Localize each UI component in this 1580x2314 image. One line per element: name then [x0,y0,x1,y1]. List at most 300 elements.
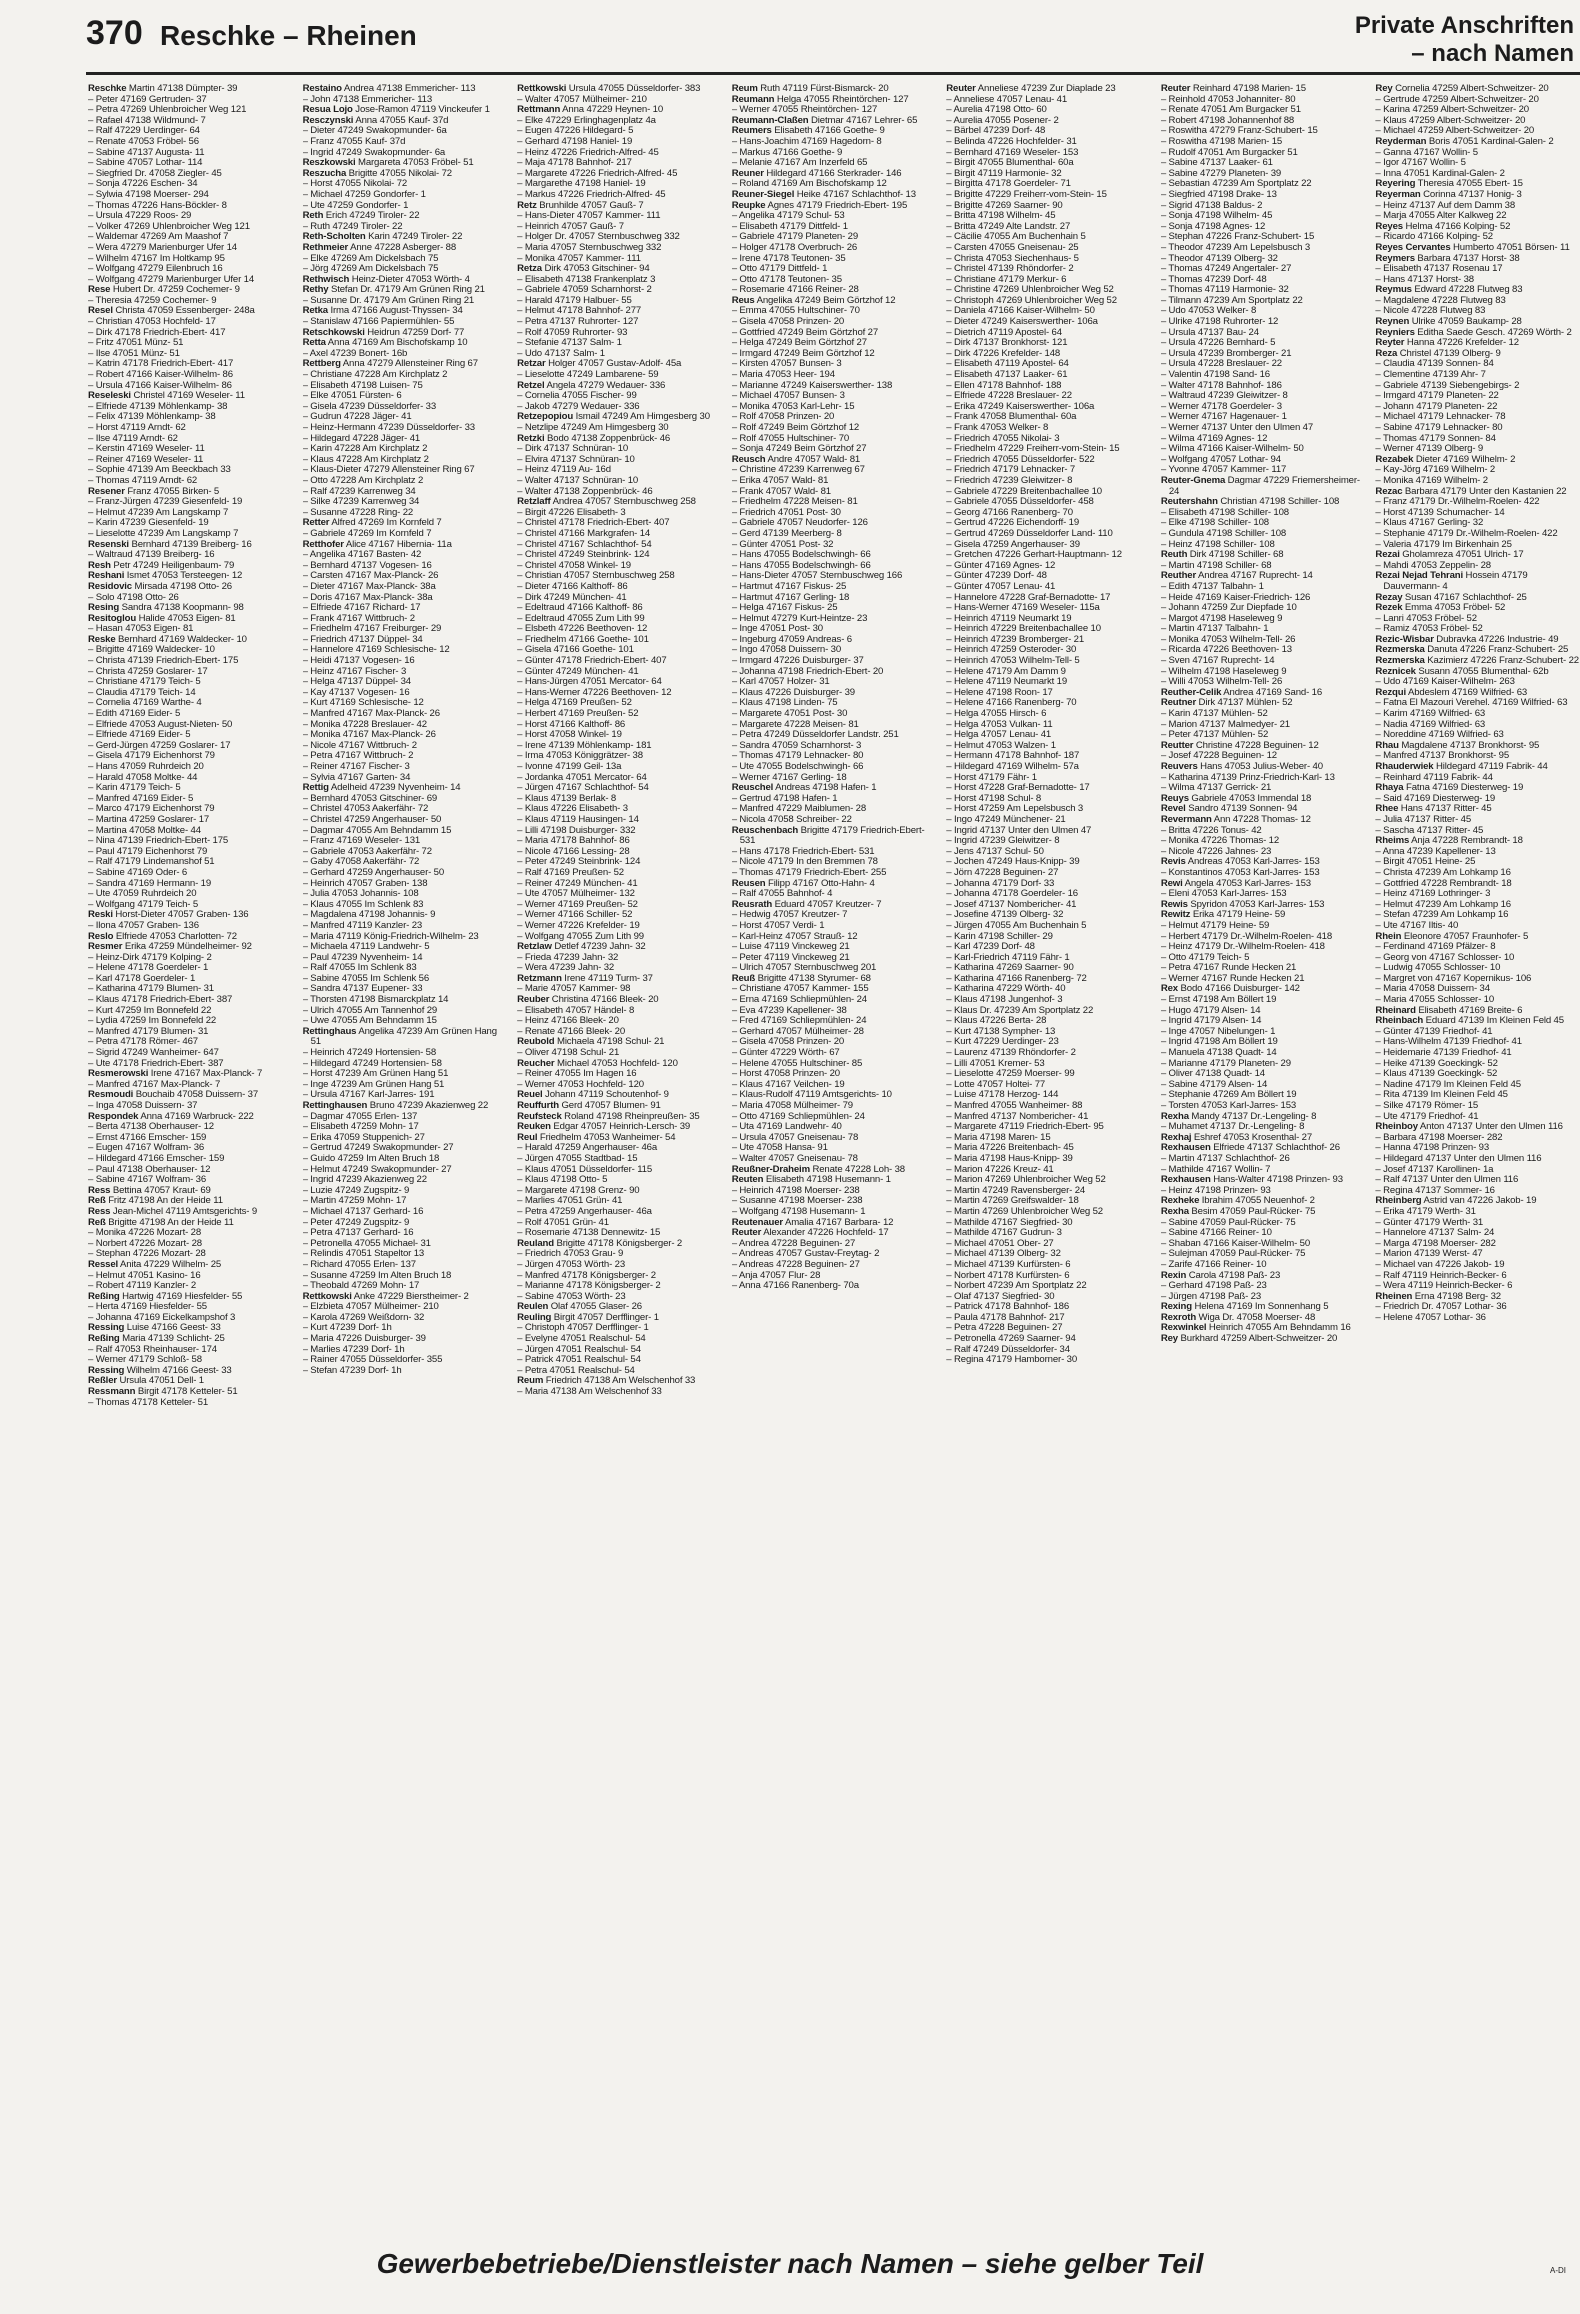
entry-details: – Rita 47139 Im Kleinen Feld 45 [1375,1089,1508,1101]
entry-surname: Reszkowski [302,157,356,169]
entry-details: – Britta 47198 Wilhelm- 45 [946,210,1056,222]
entry-details: – Ricardo 47166 Kolping- 52 [1375,231,1493,243]
entry-details: – Jakob 47279 Wedauer- 336 [517,400,640,412]
entry-details: Anke 47229 Bierstheimer- 2 [351,1290,469,1302]
entry-details: – Clementine 47139 Ahr- 7 [1375,369,1486,381]
entry-details: – Marianne 47178 Königsberger- 2 [517,1280,661,1292]
entry-details: – Rudolf 47051 Am Burgacker 51 [1160,146,1298,158]
entry-details: – Reinhold 47053 Johanniter- 80 [1160,93,1296,105]
entry-details: – Rafael 47138 Wildmund- 7 [88,114,206,126]
entry-details: – Karola 47269 Weißdorn- 32 [302,1311,425,1323]
entry-details: Friedhelm 47053 Wanheimer- 54 [537,1131,676,1143]
entry-surname: Reum [731,84,758,94]
entry-details: – Lydia 47259 Im Bonnefeld 22 [88,1015,217,1027]
entry-details: – Susanne 47259 Im Alten Bruch 18 [302,1269,452,1281]
entry-details: – Thomas 47239 Dorf- 48 [1160,273,1267,285]
entry-details: – Valeria 47179 Im Birkenhain 25 [1375,538,1512,550]
entry-details: – Josef 47228 Beguinen- 12 [1160,750,1277,762]
entry-details: – Thorsten 47198 Bismarckplatz 14 [302,994,449,1006]
entry-details: – Marja 47055 Alter Kalkweg 22 [1375,210,1507,222]
entry-details: – Ulrike 47198 Ruhrorter- 12 [1160,316,1279,328]
entry-details: – Udo 47169 Kaiser-Wilhelm- 263 [1375,676,1515,688]
entry-details: – Lanri 47053 Fröbel- 52 [1375,612,1477,624]
entry-details: – Ursula 47226 Bernhard- 5 [1160,337,1276,349]
entry-details: – Thomas 47179 Friedrich-Ebert- 255 [731,866,887,878]
entry-details: – Nina 47139 Friedrich-Ebert- 175 [88,835,229,847]
entry-details: – Klaus 47051 Düsseldorfer- 115 [517,1163,653,1175]
entry-details: – Ralf 47239 Karrenweg 34 [302,485,416,497]
entry-details: – Martin 47137 Talbahn- 1 [1160,623,1269,635]
entry-details: – Wolfgang 47057 Lothar- 94 [1160,453,1281,465]
entry-details: – Wolfgang 47198 Husemann- 1 [731,1205,866,1217]
entry-surname: Reslo [88,930,114,942]
entry-surname: Reyes [1375,220,1403,232]
entry-details: – Bernhard 47169 Weseler- 153 [946,146,1079,158]
entry-details: – Lilli 47198 Duisburger- 332 [517,824,636,836]
entry-details: – Karin 47239 Giesenfeld- 19 [88,517,209,529]
entry-details: – Hanna 47198 Prinzen- 93 [1375,1142,1490,1154]
entry-details: Dieter 47169 Wilhelm- 2 [1413,453,1516,465]
entry-details: – Lotte 47057 Holtei- 77 [946,1078,1046,1090]
entry-details: – Susanne 47228 Ring- 22 [302,506,414,518]
entry-details: – Friedrich 47179 Lehnacker- 7 [946,464,1076,476]
entry-details: – Helmut 47179 Heine- 59 [1160,919,1270,931]
entry-details: – Erika 47059 Stuppenich- 27 [302,1131,425,1143]
entry-surname: Reuvers [1160,761,1198,772]
entry-surname: Restaino [302,84,342,94]
entry-surname: Rey [1375,84,1393,94]
entry-details: – Bernhard 47053 Gitschiner- 69 [302,792,438,804]
entry-surname: Reuther [1160,570,1197,582]
entry-details: – Hannelore 47137 Salm- 24 [1375,1227,1495,1239]
entry-details: – Klaus 47226 Duisburger- 39 [731,686,855,698]
entry-details: – Michael 47139 Olberg- 32 [946,1248,1061,1260]
entry-details: – Werner 47053 Hochfeld- 120 [517,1078,644,1090]
entry-surname: Reuth [1160,549,1188,561]
entry-surname: Ress [88,1205,111,1217]
entry-details: – Marion 47269 Uhlenbroicher Weg 52 [946,1174,1106,1186]
entry-details: – Harald 47058 Moltke- 44 [88,771,198,783]
entry-surname: Retzlaff [517,496,551,508]
entry-details: – Wera 47279 Marienburger Ufer 14 [88,241,237,253]
entry-details: – Ulrich 47057 Sternbuschweg 201 [731,962,877,974]
entry-details: – Nicole 47179 In den Bremmen 78 [731,856,878,868]
entry-surname: Rewi [1160,877,1183,889]
entry-details: – Reiner 47249 München- 41 [517,877,638,889]
entry-details: – Hannelore 47228 Graf-Bernadotte- 17 [946,591,1111,603]
entry-details: – Manfred 47167 Max-Planck- 26 [302,708,440,720]
entry-surname: Reusrath [731,898,773,910]
entry-details: – Stephan 47226 Mozart- 28 [88,1248,206,1260]
entry-surname: Reupke [731,199,766,211]
entry-surname: Reuter [1160,84,1191,94]
entry-details: – Laurenz 47139 Rhöndorfer- 2 [946,1047,1076,1059]
entry-details: Anita 47229 Wilhelm- 25 [118,1258,222,1270]
entry-details: – Sandra 47059 Scharnhorst- 3 [731,739,862,751]
entry-details: – Werner 47178 Goerdeler- 3 [1160,400,1282,412]
entry-details: – Monika 47228 Breslauer- 42 [302,718,427,730]
entry-details: – Stephan 47226 Franz-Schubert- 15 [1160,231,1315,243]
entry-surname: Retta [302,337,326,349]
entry-details: Anna 47055 Kauf- 37d [353,114,449,126]
entry-details: – Kirsten 47057 Bunsen- 3 [731,358,842,370]
entry-details: – Ellen 47178 Bahnhof- 188 [946,379,1062,391]
entry-details: – Gerhard 47259 Angerhauser- 50 [302,866,445,878]
entry-details: – Manuela 47138 Quadt- 14 [1160,1047,1277,1059]
entry-details: – John 47138 Emmericher- 113 [302,93,433,105]
entry-details: – Stefanie 47137 Salm- 1 [517,337,622,349]
entry-details: – Susanne 47198 Moerser- 238 [731,1195,863,1207]
entry-details: – Birgitta 47178 Goerdeler- 71 [946,178,1071,190]
entry-details: – Renate 47053 Fröbel- 56 [88,135,199,147]
entry-surname: Reuß [731,972,756,984]
entry-details: – Klaus 47139 Berlak- 8 [517,792,617,804]
entry-details: – Martina 47058 Moltke- 44 [88,824,201,836]
entry-details: – Christel 47053 Aakerfähr- 72 [302,803,429,815]
entry-details: – Silke 47239 Karrenweg 34 [302,496,420,508]
entry-surname: Reuling [517,1311,552,1323]
entry-details: – Barbara 47198 Moerser- 282 [1375,1131,1503,1143]
entry-details: – Regina 47179 Hamborner- 30 [946,1354,1078,1366]
entry-details: Dirk 47198 Schiller- 68 [1187,549,1284,561]
entry-surname: Rexhausen [1160,1142,1211,1154]
entry-details: – Petra 47137 Gerhard- 16 [302,1227,414,1239]
entry-details: Gerd 47057 Blumen- 91 [558,1100,661,1111]
entry-details: – Markus 47166 Goethe- 9 [731,146,843,158]
entry-details: Hubert Dr. 47259 Cochemer- 9 [110,284,240,296]
entry-surname: Reth [302,210,324,222]
entry-details: – Heidemarie 47139 Friedhof- 41 [1375,1047,1512,1059]
entry-details: – Theobald 47269 Mohn- 17 [302,1280,420,1292]
entry-details: – Karl-Friedrich 47119 Fähr- 1 [946,951,1070,963]
entry-details: – Karl 47057 Holzer- 31 [731,676,830,688]
entry-details: – Helmut 47053 Walzen- 1 [946,739,1056,751]
entry-surname: Retka [302,305,328,317]
entry-surname: Reuten [731,1174,764,1186]
entry-surname: Rezmerska [1375,655,1425,667]
entry-surname: Rewis [1160,898,1188,910]
entry-details: – Jürgen 47198 Paß- 23 [1160,1290,1262,1302]
entry-details: – Hans-Dieter 47057 Kammer- 111 [517,210,661,222]
entry-details: – Sonja 47226 Eschen- 34 [88,178,198,190]
entry-details: – Ute 47058 Hansa- 91 [731,1142,828,1154]
entry-details: Ursula 47055 Düsseldorfer- 383 [566,84,701,94]
entry-details: – Helga 47137 Düppel- 34 [302,676,411,688]
entry-surname: Reutter [1160,739,1194,751]
entry-details: – Ursula 47166 Kaiser-Wilhelm- 86 [88,379,232,391]
entry-details: – Ruth 47249 Tiroler- 22 [302,220,403,232]
entry-details: – Elke 47229 Erlinghagenplatz 4a [517,114,656,126]
entry-details: – Mathilde 47167 Siegfried- 30 [946,1216,1073,1228]
header-rule [86,72,1580,75]
entry-details: Mirsada 47198 Otto- 26 [131,580,232,592]
entry-details: – Dirk 47226 Krefelder- 148 [946,347,1061,359]
entry-details: Franz 47055 Birken- 5 [124,485,220,497]
entry-details: – Claudia 47139 Sonnen- 84 [1375,358,1494,370]
entry-details: – Frank 47058 Blumenthal- 60a [946,411,1077,423]
entry-details: – Gisela 47239 Düsseldorfer- 33 [302,400,437,412]
entry-details: – Ferdinand 47169 Pfälzer- 8 [1375,941,1496,953]
entry-details: Heidrun 47259 Dorf- 77 [364,326,465,338]
entry-details: Karin 47249 Tiroler- 22 [365,231,463,243]
entry-details: Brigitte 47198 An der Heide 11 [105,1216,234,1228]
entry-details: – Britta 47249 Alte Landstr. 27 [946,220,1071,232]
entry-details: – Marie 47057 Kammer- 98 [517,983,631,995]
entry-details: – Monika 47053 Karl-Lehr- 15 [731,400,855,412]
entry-details: – Helga 47053 Vulkan- 11 [946,718,1053,730]
entry-details: Anneliese 47239 Zur Diaplade 23 [975,84,1116,94]
entry-details: – Werner 47167 Gerling- 18 [731,771,847,783]
entry-details: Margareta 47053 Fröbel- 51 [355,157,474,169]
entry-details: Hans 47053 Julius-Weber- 40 [1197,761,1323,772]
entry-details: – Karim 47169 Wilfried- 63 [1375,708,1486,720]
entry-details: – Petronella 47055 Michael- 31 [302,1237,431,1249]
entry-details: Anna 47169 Am Bischofskamp 10 [325,337,468,349]
entry-surname: Reumann [731,93,775,105]
entry-details: – Marga 47198 Moerser- 282 [1375,1237,1496,1249]
entry-details: Birgit 47057 Derfflinger- 1 [551,1311,659,1323]
entry-details: Helena 47169 Im Sonnenhang 5 [1191,1301,1329,1313]
entry-details: – Gundula 47198 Schiller- 108 [1160,527,1287,539]
entry-details: Brigitte 47178 Königsberger- 2 [553,1237,683,1249]
directory-entry [732,826,937,847]
entry-details: – Klaus-Rudolf 47119 Amtsgerichts- 10 [731,1089,892,1101]
entry-details: Anne 47228 Asberger- 88 [348,241,457,253]
entry-details: Ruth 47119 Fürst-Bismarck- 20 [757,84,889,94]
entry-details: – Lieselotte 47239 Am Langskamp 7 [88,527,239,539]
entry-surname: Reubold [517,1036,555,1048]
entry-details: – Jürgen 47053 Wörth- 23 [517,1258,626,1270]
entry-details: – Herbert 47169 Preußen- 52 [517,708,639,720]
entry-details: Heinrich 47055 Am Behndamm 16 [1206,1322,1351,1334]
entry-details: – Klaus 47259 Albert-Schweitzer- 20 [1375,114,1526,126]
entry-details: – Carsten 47055 Gneisenau- 25 [946,241,1079,253]
entry-details: – Karin 47198 Schiller- 29 [946,930,1053,942]
entry-details: Holger 47057 Gustav-Adolf- 45a [545,358,682,370]
entry-details: – Holger Dr. 47057 Sternbuschweg 332 [517,231,680,243]
entry-details: – Christa 47139 Friedrich-Ebert- 175 [88,655,239,667]
entry-details: – Christine 47239 Karrenweg 67 [731,464,865,476]
entry-details: Andreas 47198 Hafen- 1 [773,782,877,794]
entry-details: – Klaus 47167 Gerling- 32 [1375,517,1484,529]
entry-details: – Evelyne 47051 Realschul- 54 [517,1333,646,1345]
entry-surname: Reyniers [1375,326,1415,338]
entry-details: – Petra 47259 Angerhauser- 46a [517,1205,652,1217]
entry-surname: Ressing [88,1364,125,1376]
directory-entry [88,1398,293,1409]
entry-surname: Revis [1160,856,1186,868]
entry-details: – Christiane 47057 Kammer- 155 [731,983,869,995]
entry-details: – Gaby 47058 Aakerfähr- 72 [302,856,420,868]
entry-details: – Andreas 47228 Beguinen- 27 [731,1258,860,1270]
entry-details: – Helene 47198 Roon- 17 [946,686,1053,698]
entry-details: – Andreas 47057 Gustav-Freytag- 2 [731,1248,880,1260]
entry-surname: Rettinghaus [302,1025,357,1037]
entry-details: – Thomas 47249 Angertaler- 27 [1160,263,1292,275]
entry-details: – Gabriele 47059 Scharnhorst- 2 [517,284,652,296]
entry-details: – Ute 47055 Bodelschwingh- 66 [731,761,864,772]
entry-details: Michael 47053 Hochfeld- 120 [554,1057,678,1069]
entry-details: – Ingeburg 47059 Andreas- 6 [731,633,852,645]
entry-details: – Margarethe 47198 Haniel- 19 [517,178,646,190]
entry-details: – Maria 47198 Haus-Knipp- 39 [946,1152,1073,1164]
entry-details: Gholamreza 47051 Ulrich- 17 [1399,549,1524,561]
entry-surname: Resmerowski [88,1068,149,1080]
entry-details: Bettina 47057 Kraut- 69 [110,1184,211,1196]
entry-details: – Helmut 47249 Swakopmunder- 27 [302,1163,452,1175]
entry-details: – Doris 47167 Max-Planck- 38a [302,591,433,603]
entry-details: Hossein 47179 Dauvermann- 4 [1383,570,1528,592]
entry-details: – Ute 47259 Gondorfer- 1 [302,199,409,211]
entry-details: – Heinz 47137 Auf dem Damm 38 [1375,199,1516,211]
entry-details: – Angelika 47179 Schul- 53 [731,210,845,222]
entry-details: – Gerhard 47198 Haniel- 19 [517,135,633,147]
entry-details: – Sabine 47059 Paul-Rücker- 75 [1160,1216,1296,1228]
entry-details: – Irma 47053 Königgrätzer- 38 [517,750,643,762]
entry-details: – Peter 47169 Gertruden- 37 [88,93,207,105]
entry-details: – Elisabeth 47119 Apostel- 64 [946,358,1069,370]
entry-details: – Maria 47138 Am Welschenhof 33 [517,1386,662,1398]
entry-details: Reinhard 47198 Marien- 15 [1190,84,1306,94]
entry-details: Brigitte 47179 Friedrich-Ebert- 531 [739,824,925,847]
entry-surname: Reyter [1375,337,1405,349]
directory-entry [517,1387,722,1398]
entry-details: – Margot 47198 Haseleweg 9 [1160,612,1283,624]
entry-details: – Aurelia 47198 Otto- 60 [946,104,1047,116]
entry-details: – Jens 47137 Schul- 50 [946,845,1044,857]
entry-details: – Helene 47166 Ranenberg- 70 [946,697,1077,709]
entry-details: – Ilse 47119 Arndt- 62 [88,432,178,444]
entry-details: – Thomas 47179 Sonnen- 84 [1375,432,1496,444]
directory-entry [1375,571,1580,592]
entry-details: Birgit 47178 Ketteler- 51 [135,1386,238,1398]
entry-details: – Johanna 47198 Friedrich-Ebert- 20 [731,665,884,677]
entry-details: – Waldemar 47269 Am Maashof 7 [88,231,229,243]
entry-details: – Ulrich 47055 Am Tannenhof 29 [302,1004,438,1016]
entry-details: – Elsbeth 47226 Beethoven- 12 [517,623,648,635]
entry-details: – Magdalene 47228 Flutweg 83 [1375,294,1506,306]
entry-details: – Dieter 47249 Swakopmunder- 6a [302,125,447,137]
entry-details: Dagmar 47229 Friemersheimer- 24 [1168,474,1360,497]
entry-details: Barbara 47137 Horst- 38 [1414,252,1520,264]
entry-details: – Ursula 47228 Breslauer- 22 [1160,358,1282,370]
entry-details: Helma 47166 Kolping- 52 [1402,220,1511,232]
entry-details: – Marianne 47179 Planeten- 29 [1160,1057,1291,1069]
entry-details: – Gerd 47139 Meerberg- 8 [731,527,842,539]
entry-details: – Ursula 47229 Roos- 29 [88,210,192,222]
entry-details: – Petra 47167 Runde Hecken 21 [1160,962,1297,974]
entry-surname: Resua Lojo [302,104,353,116]
entry-details: – Petra 47228 Beguinen- 27 [946,1322,1063,1334]
entry-details: – Gerd-Jürgen 47259 Goslarer- 17 [88,739,231,751]
entry-details: – Anna 47239 Kapellener- 13 [1375,845,1496,857]
entry-surname: Rexroth [1160,1311,1197,1323]
entry-details: Bodo 47138 Zoppenbrück- 46 [544,432,671,444]
entry-surname: Resing [88,602,120,614]
entry-details: – Heinrich 47057 Graben- 138 [302,877,428,889]
entry-details: – Paula 47178 Bahnhof- 217 [946,1311,1065,1323]
entry-details: – Heinz-Dirk 47179 Kolping- 2 [88,951,212,963]
entry-details: – Jörn 47228 Beguinen- 27 [946,866,1059,878]
entry-surname: Retzepopiou [517,411,574,423]
entry-details: – Christel 47249 Steinbrink- 124 [517,549,650,561]
entry-details: – Otto 47179 Dittfeld- 1 [731,263,828,275]
entry-details: – Frank 47057 Wald- 81 [731,485,831,497]
entry-details: – Maria 47055 Schlosser- 10 [1375,994,1495,1006]
entry-details: – Dietrich 47119 Apostel- 64 [946,326,1062,338]
entry-details: – Werner 47167 Hagenauer- 1 [1160,411,1287,423]
entry-details: Jean-Michel 47119 Amtsgerichts- 9 [110,1205,258,1217]
entry-details: – Ute 47059 Ruhrdeich 20 [88,888,197,900]
entry-details: – Johanna 47169 Eickelkampshof 3 [88,1311,236,1323]
entry-details: – Christiane 47179 Teich- 5 [88,676,201,688]
entry-surname: Rezai Nejad Tehrani [1375,570,1464,582]
entry-surname: Rhee [1375,803,1399,815]
entry-details: – Hans 47059 Ruhrdeich 20 [88,761,204,772]
entry-details: Michaela 47198 Schul- 21 [554,1036,665,1048]
entry-surname: Respondek [88,1110,139,1122]
entry-details: – Heidi 47137 Vogesen- 16 [302,655,415,667]
entry-surname: Resitoglou [88,612,137,624]
entry-details: – Gerhard 47057 Mülheimer- 28 [731,1025,864,1037]
entry-details: – Elvira 47137 Schnüran- 10 [517,453,635,465]
entry-details: – Günter 47057 Lenau- 41 [946,580,1056,592]
entry-details: – Katharina 47229 Wörth- 40 [946,983,1066,995]
entry-details: – Wolfgang 47279 Marienburger Ufer 14 [88,273,254,285]
entry-details: – Franz 47179 Dr.-Wilhelm-Roelen- 422 [1375,496,1540,508]
entry-details: – Irmgard 47179 Planeten- 22 [1375,390,1499,402]
entry-surname: Reski [88,909,113,921]
entry-details: Humberto 47051 Börsen- 11 [1450,241,1570,253]
entry-surname: Reuken [517,1121,551,1133]
entry-details: – Horst 47119 Arndt- 62 [88,422,186,433]
entry-details: – Michael 47259 Gondorfer- 1 [302,188,426,200]
entry-details: – Wera 47119 Heinrich-Becker- 6 [1375,1280,1513,1292]
entry-details: – Manfred 47179 Blumen- 31 [88,1025,209,1037]
entry-details: – Ralf 47055 Bahnhof- 4 [731,888,833,900]
entry-details: – Hannelore 47169 Schlesische- 12 [302,644,450,656]
entry-details: – Wilma 47166 Kaiser-Wilhelm- 50 [1160,443,1304,455]
entry-surname: Revel [1160,803,1186,815]
entry-surname: Rexwinkel [1160,1322,1207,1334]
entry-details: – Friedrich 47055 Nikolai- 3 [946,432,1060,444]
entry-surname: Reutenauer [731,1216,783,1228]
entry-details: – Hildegard 47137 Unter den Ulmen 116 [1375,1152,1542,1164]
entry-details: – Friedhelm 47167 Freiburger- 29 [302,623,442,635]
entry-details: Bernhard 47169 Waldecker- 10 [115,633,247,645]
entry-details: Helga 47055 Rheintörchen- 127 [774,93,909,105]
entry-details: – Ursula 47167 Karl-Jarres- 191 [302,1089,435,1101]
entry-surname: Rhau [1375,739,1399,751]
entry-details: – Gertrud 47226 Eichendorff- 19 [946,517,1080,529]
entry-details: Irene 47119 Turm- 37 [561,972,653,984]
entry-details: – Günter 47139 Friedhof- 41 [1375,1025,1493,1037]
entry-details: Mandy 47137 Dr.-Lengeling- 8 [1188,1110,1317,1122]
entry-details: – Heinz 47179 Dr.-Wilhelm-Roelen- 418 [1160,941,1325,953]
entry-details: – Elke 47198 Schiller- 108 [1160,517,1269,529]
entry-details: – Ingrid 47239 Gleiwitzer- 8 [946,835,1060,847]
entry-details: – Jörg 47269 Am Dickelsbach 75 [302,263,439,275]
entry-details: – Karl 47178 Goerdeler- 1 [88,972,196,984]
entry-details: – Josef 47137 Karollinen- 1a [1375,1163,1494,1175]
entry-surname: Reulen [517,1301,549,1313]
entry-details: – Siegfried Dr. 47058 Ziegler- 45 [88,167,222,179]
entry-details: – Friedrich 47055 Düsseldorfer- 522 [946,453,1095,465]
entry-details: – Monika 47226 Thomas- 12 [1160,835,1280,847]
entry-details: – Sabine 47169 Oder- 6 [88,866,188,878]
entry-details: – Anja 47057 Flur- 28 [731,1269,821,1281]
entry-details: – Heinz 47198 Schiller- 108 [1160,538,1275,550]
